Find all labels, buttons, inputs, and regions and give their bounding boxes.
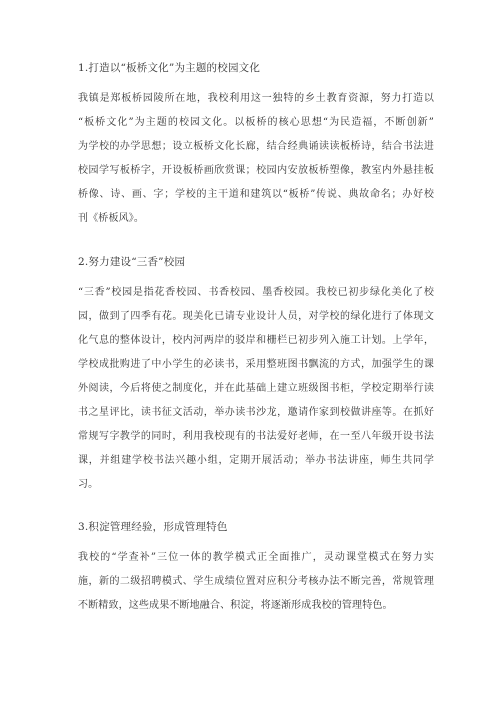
paragraph-line: 园，做到了四季有花。现美化已请专业设计人员，对学校的绿化进行了体现文 — [78, 311, 434, 322]
paragraph-line: “板桥文化”为主题的校园文化。以板桥的核心思想“为民造福，不断创新” — [78, 117, 434, 128]
section-three-fragrance-campus — [78, 255, 434, 497]
paragraph-line: 不断精致，这些成果不断地融合、积淀，将逐渐形成我校的管理特色。 — [78, 600, 393, 611]
paragraph-line: 常规写字教学的同时，利用我校现有的书法爱好老师，在一至八年级开设书法 — [78, 431, 434, 442]
section-banqiao-culture — [78, 61, 434, 231]
paragraph-line: 书之星评比，读书征文活动，举办读书沙龙，邀请作家到校做讲座等。在抓好 — [78, 407, 434, 418]
paragraph-line: 我镇是郑板桥园陵所在地，我校利用这一独特的乡土教育资源，努力打造以 — [78, 93, 434, 104]
paragraph-line: 我校的“学查补”三位一体的教学模式正全面推广，灵动课堂模式在努力实 — [78, 552, 434, 563]
paragraph-line: 刊《桥板风》。 — [78, 213, 145, 224]
section-management-experience — [78, 520, 434, 618]
section-heading: 1.打造以“板桥文化”为主题的校园文化 — [78, 62, 261, 74]
section-paragraph — [78, 281, 434, 497]
paragraph-line: 外阅读，今后将使之制度化，并在此基础上建立班级图书柜，学校定期举行读 — [78, 383, 434, 394]
paragraph-line: 桥像、诗、画、字；学校的主干道和建筑以“板桥”传说、典故命名；办好校 — [78, 189, 434, 200]
paragraph-line: 习。 — [78, 479, 99, 490]
section-paragraph — [78, 87, 434, 231]
paragraph-line: 学校成批购进了中小学生的必读书，采用整班图书飘流的方式，加强学生的课 — [78, 359, 434, 370]
section-heading: 2.努力建设“三香”校园 — [78, 256, 186, 268]
section-paragraph — [78, 546, 434, 618]
paragraph-line: 施，新的二级招聘模式、学生成绩位置对应积分考核办法不断完善，常规管理 — [78, 576, 434, 587]
paragraph-line: 校园学写板桥字，开设板桥画欣赏课；校园内安放板桥塑像，教室内外悬挂板 — [78, 165, 434, 176]
paragraph-line: “三香”校园是指花香校园、书香校园、墨香校园。我校已初步绿化美化了校 — [78, 287, 434, 298]
paragraph-line: 为学校的办学思想；设立板桥文化长廊，结合经典诵读读板桥诗，结合书法进 — [78, 141, 434, 152]
paragraph-line: 化气息的整体设计，校内河两岸的驳岸和栅栏已初步列入施工计划。上学年， — [78, 335, 434, 346]
paragraph-line: 课，并组建学校书法兴趣小组，定期开展活动；举办书法讲座，师生共同学 — [78, 455, 434, 466]
section-heading: 3.积淀管理经验，形成管理特色 — [78, 521, 228, 533]
